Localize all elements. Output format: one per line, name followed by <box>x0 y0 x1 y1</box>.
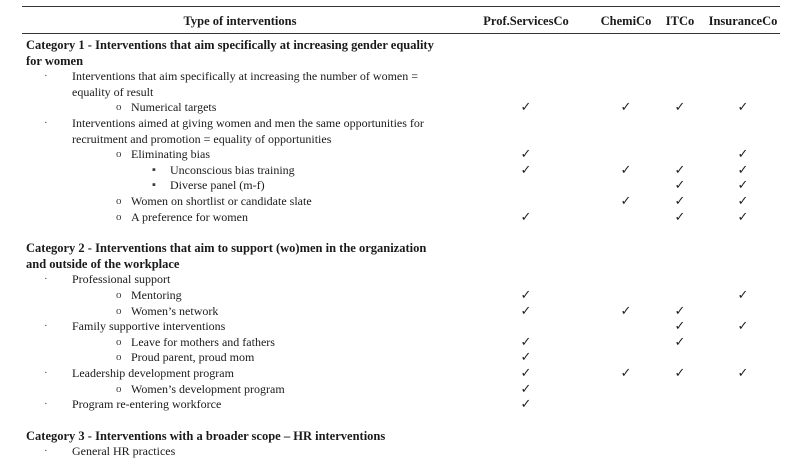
check-icon: ✓ <box>737 208 749 224</box>
table-row <box>0 443 800 459</box>
intervention-label: Interventions aimed at giving women and men the same opportunities for <box>72 116 424 130</box>
header-itco: ITCo <box>665 14 695 28</box>
check-icon: ✓ <box>737 318 749 334</box>
header-insuranceco: InsuranceCo <box>708 14 778 28</box>
list-marker: · <box>44 117 48 129</box>
intervention-label: Women’s network <box>131 303 219 318</box>
table-row <box>0 177 800 193</box>
list-marker: · <box>44 70 48 83</box>
check-icon: ✓ <box>520 287 532 302</box>
list-marker: o <box>116 101 122 114</box>
category-title: Category 2 - Interventions that aim to support (wo)men in the organization <box>26 241 427 256</box>
table-row <box>0 334 800 350</box>
intervention-label: Women on shortlist or candidate slate <box>131 194 312 208</box>
check-icon: ✓ <box>620 99 632 115</box>
list-marker: ▪ <box>152 163 156 176</box>
check-icon: ✓ <box>674 318 686 334</box>
check-icon: ✓ <box>520 146 532 162</box>
table-row <box>0 193 800 209</box>
check-icon: ✓ <box>674 193 686 208</box>
intervention-label: Unconscious bias training <box>170 162 295 177</box>
check-icon: ✓ <box>520 380 532 396</box>
intervention-label: Family supportive interventions <box>72 319 226 334</box>
check-icon: ✓ <box>737 161 749 177</box>
header-bottom-rule <box>22 33 780 34</box>
category-row <box>0 53 800 69</box>
check-icon: ✓ <box>674 177 686 193</box>
category-row <box>0 256 800 272</box>
intervention-label: recruitment and promotion = equality of opportunities <box>72 131 332 146</box>
list-marker: · <box>44 273 48 286</box>
list-marker: o <box>116 304 122 317</box>
check-icon: ✓ <box>674 208 686 224</box>
intervention-label: Eliminating bias <box>131 147 210 162</box>
check-icon: ✓ <box>520 349 532 365</box>
check-icon: ✓ <box>737 146 749 162</box>
category-row <box>0 428 800 444</box>
check-icon: ✓ <box>737 99 749 115</box>
list-marker: · <box>44 320 48 333</box>
table-row <box>0 365 800 381</box>
check-icon: ✓ <box>520 365 532 380</box>
check-icon: ✓ <box>737 193 749 208</box>
intervention-label: Interventions that aim specifically at increasing the number of women = <box>72 69 418 84</box>
table-row <box>0 131 800 147</box>
intervention-label: General HR practices <box>72 444 176 459</box>
table-row <box>0 396 800 412</box>
intervention-label: A preference for women <box>131 209 248 224</box>
table-row <box>0 349 800 365</box>
check-icon: ✓ <box>737 365 749 380</box>
check-icon: ✓ <box>674 161 686 177</box>
category-title: Category 1 - Interventions that aim specifically at increasing gender equality <box>26 38 434 52</box>
check-icon: ✓ <box>620 365 632 380</box>
table-row <box>0 271 800 287</box>
list-marker: o <box>116 335 122 348</box>
check-icon: ✓ <box>520 208 532 224</box>
intervention-label: Proud parent, proud mom <box>131 350 255 365</box>
intervention-label: Women’s development program <box>131 381 285 396</box>
check-icon: ✓ <box>620 161 632 177</box>
check-icon: ✓ <box>674 333 686 349</box>
intervention-label: Mentoring <box>131 288 182 302</box>
table-row <box>0 146 800 162</box>
check-icon: ✓ <box>520 161 532 177</box>
intervention-label: Leave for mothers and fathers <box>131 334 275 349</box>
table-row <box>0 68 800 84</box>
intervention-label: Diverse panel (m-f) <box>170 178 265 193</box>
list-marker: o <box>116 148 122 161</box>
list-marker: o <box>116 351 122 364</box>
check-icon: ✓ <box>620 193 632 208</box>
table-top-rule <box>22 6 780 7</box>
category-row <box>0 240 800 256</box>
check-icon: ✓ <box>620 302 632 318</box>
check-icon: ✓ <box>674 99 686 115</box>
table-row <box>0 84 800 100</box>
intervention-label: Leadership development program <box>72 366 234 380</box>
check-icon: ✓ <box>520 333 532 349</box>
intervention-label: Professional support <box>72 272 171 287</box>
header-type-of-interventions: Type of interventions <box>183 14 297 28</box>
list-marker: o <box>116 195 122 207</box>
check-icon: ✓ <box>520 302 532 318</box>
list-marker: · <box>44 367 48 379</box>
list-marker: o <box>116 382 122 395</box>
table-row <box>0 381 800 397</box>
check-icon: ✓ <box>520 99 532 115</box>
table-row <box>0 303 800 319</box>
intervention-label: Numerical targets <box>131 100 217 115</box>
category-row <box>0 37 800 53</box>
list-marker: · <box>44 398 48 411</box>
list-marker: o <box>116 289 122 301</box>
check-icon: ✓ <box>737 287 749 302</box>
list-marker: o <box>116 210 122 223</box>
category-title: for women <box>26 53 84 68</box>
check-icon: ✓ <box>674 365 686 380</box>
intervention-label: Program re-entering workforce <box>72 397 222 412</box>
list-marker: · <box>44 445 48 458</box>
check-icon: ✓ <box>520 396 532 412</box>
table-row <box>0 209 800 225</box>
table-row <box>0 318 800 334</box>
category-title: and outside of the workplace <box>26 256 180 271</box>
check-icon: ✓ <box>737 177 749 193</box>
table-row <box>0 162 800 178</box>
table-row <box>0 115 800 131</box>
intervention-label: equality of result <box>72 84 154 99</box>
check-icon: ✓ <box>674 302 686 318</box>
list-marker: ▪ <box>152 179 156 192</box>
table-row <box>0 99 800 115</box>
header-chemico: ChemiCo <box>600 14 652 28</box>
category-title: Category 3 - Interventions with a broader scope – HR interventions <box>26 428 386 443</box>
table-row <box>0 287 800 303</box>
header-prof-services-co: Prof.ServicesCo <box>483 14 569 28</box>
